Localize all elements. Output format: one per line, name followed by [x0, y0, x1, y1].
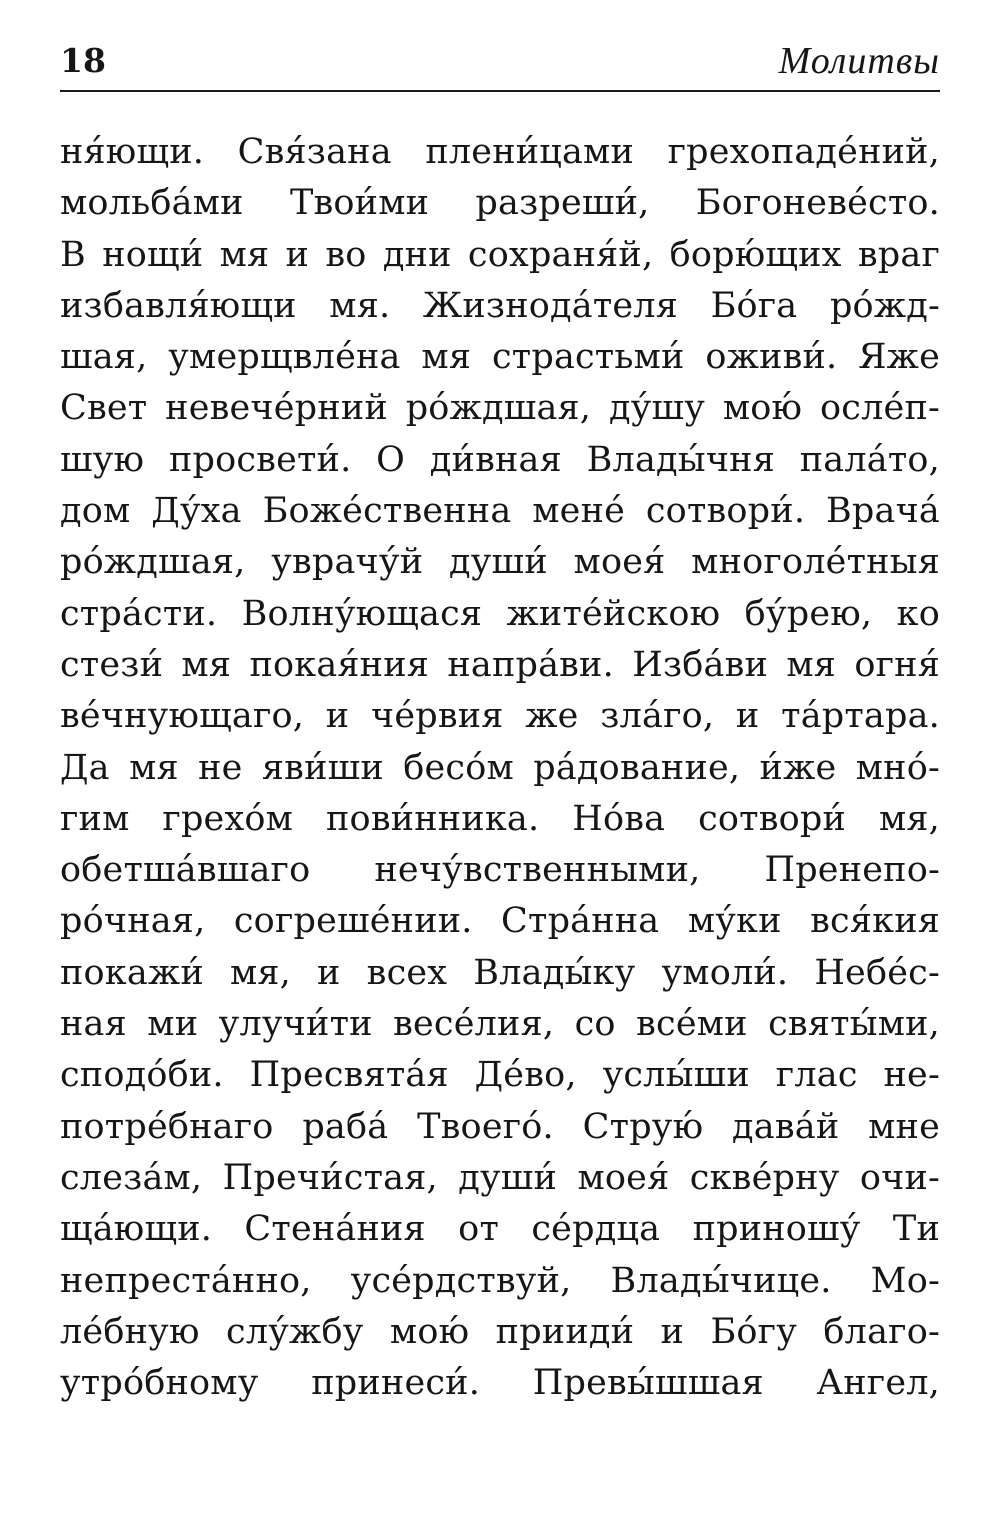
text-line: ро́чная, согреше́нии. Стра́нна му́ки вся́кия [60, 901, 940, 942]
text-line: утро́бному принеси́. Превы́шшая Ангел, [60, 1363, 940, 1404]
text-line: сподо́би. Пресвята́я Де́во, услы́ши глас не- [60, 1055, 940, 1096]
text-line: ня́ющи. Свя́зана плени́цами грехопаде́ний, [60, 132, 940, 172]
text-line: покажи́ мя, и всех Влады́ку умоли́. Небе́с- [60, 952, 940, 993]
page-number: 18 [60, 41, 106, 80]
text-line: стези́ мя покая́ния напра́ви. Изба́ви мя огня́ [60, 644, 940, 685]
text-line: Свет невече́рний ро́ждшая, ду́шу мою́ осле́п- [60, 388, 940, 429]
text-line: дом Ду́ха Боже́ственна мене́ сотвори́. Врача́ [60, 491, 940, 532]
text-line: слеза́м, Пречи́стая, души́ моея́ скве́рну очи- [60, 1157, 940, 1198]
text-line: стра́сти. Волну́ющася жите́йскою бу́рею, ко [60, 593, 940, 634]
text-line: обетша́вшаго нечу́вственными, Пренепо- [60, 850, 940, 891]
text-line: гим грехо́м пови́нника. Но́ва сотвори́ мя, [60, 798, 940, 839]
text-line: мольба́ми Твои́ми разреши́, Богоневе́сто. [60, 183, 940, 224]
text-line: шая, умерщвле́на мя страстьми́ оживи́. Яже [60, 337, 940, 378]
text-line: ща́ющи. Стена́ния от се́рдца приношу́ Ти [60, 1209, 940, 1250]
text-line: ро́ждшая, уврачу́й души́ моея́ многоле́тныя [60, 542, 940, 583]
section-title: Молитвы [778, 40, 940, 82]
text-line: избавля́ющи мя. Жизнода́теля Бо́га ро́жд- [60, 285, 940, 326]
text-line: ная ми улучи́ти весе́лия, со все́ми святы́ми, [60, 1004, 940, 1045]
text-line: ле́бную слу́жбу мою́ прииди́ и Бо́гу благо- [60, 1311, 940, 1352]
text-line: Да мя не яви́ши бесо́м ра́дование, и́же мно́- [60, 747, 940, 788]
text-line: непреста́нно, усе́рдствуй, Влады́чице. Мо- [60, 1260, 940, 1301]
running-header [60, 38, 940, 92]
text-line: В нощи́ мя и во дни сохраня́й, борю́щих враг [60, 234, 940, 275]
text-line: потре́бнаго раба́ Твоего́. Струю́ дава́й мне [60, 1106, 940, 1147]
prayer-text [60, 127, 940, 1409]
text-line: ве́чнующаго, и че́рвия же зла́го, и та́ртара. [60, 696, 940, 737]
text-line: шую просвети́. О ди́вная Влады́чня пала́то, [60, 439, 940, 480]
